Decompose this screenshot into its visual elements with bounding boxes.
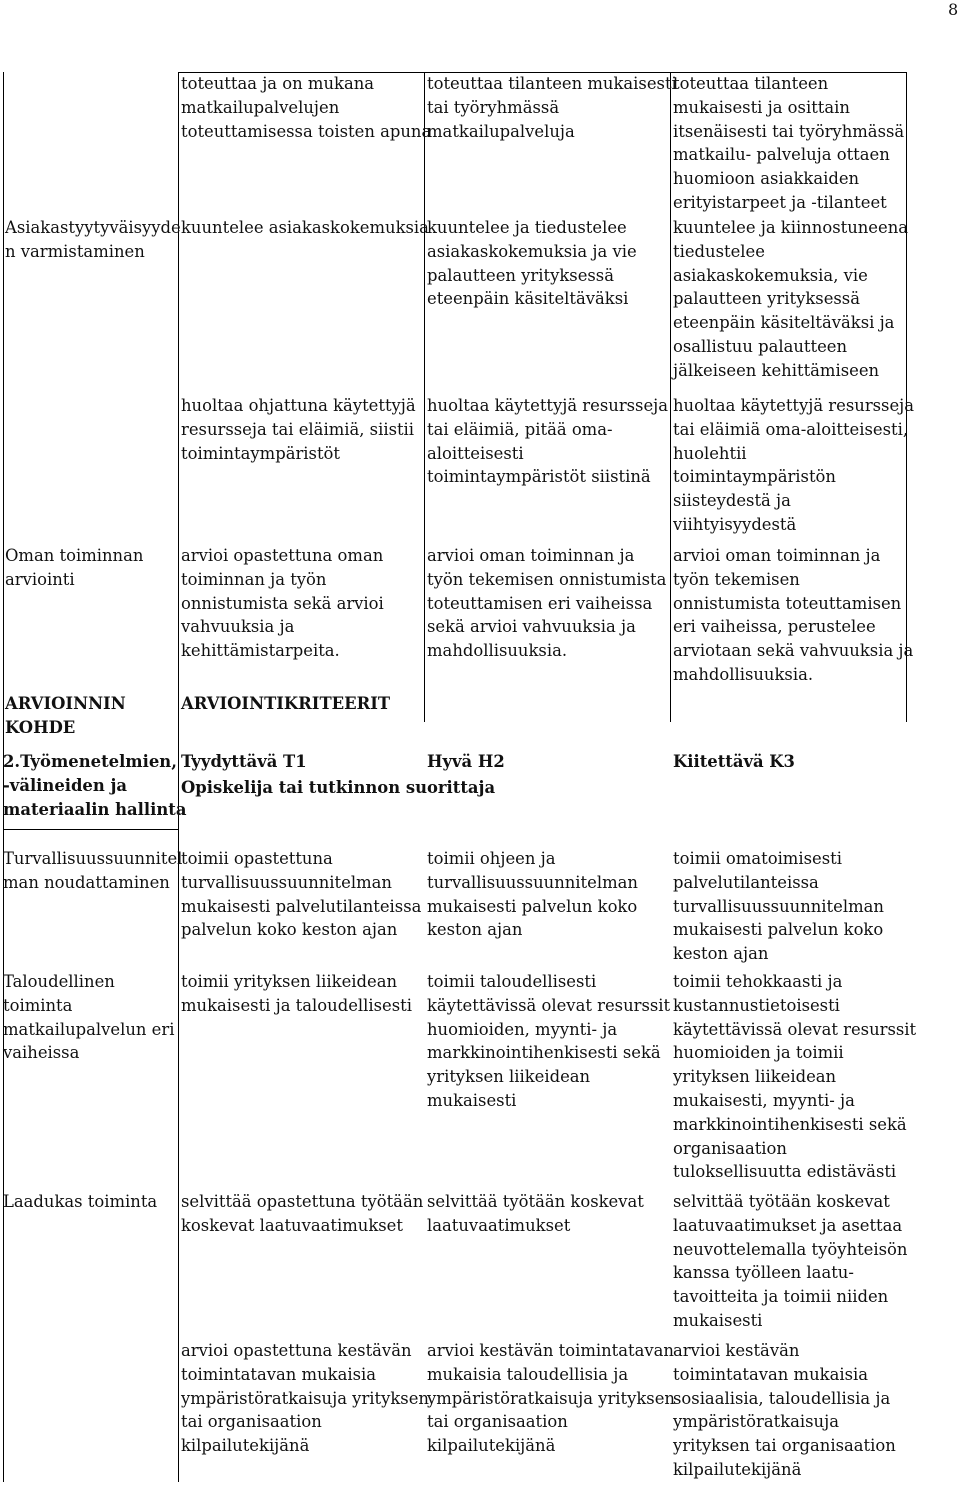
row-label-safety: Turvallisuussuunnitel man noudattaminen xyxy=(3,849,183,892)
cell-h2-economy: toimii taloudellisesti käytettävissä olevat resurssit huomioiden, myynti- ja markkinointihenkisesti sekä yrityksen liikeidean mukaisesti xyxy=(427,972,671,1110)
cell-t1-quality: selvittää opastettuna työtään koskevat laatuvaatimukset xyxy=(181,1192,424,1235)
cell-t1-resources: huoltaa ohjattuna käytettyjä resursseja tai eläimiä, siistii toimintaympäristöt xyxy=(181,396,416,463)
header-cell-k3: toteuttaa tilanteen mukaisesti ja osittain itsenäisesti tai työryhmässä matkailu- palveluja ottaen huomioon asiakkaiden erityistarpeet ja -tilanteet xyxy=(673,74,905,212)
cell-k3-sustainability: arvioi kestävän toimintatavan mukaisia sosiaalisia, taloudellisia ja ympäristöratkaisuja yrityksen tai organisaation kilpailutekijänä xyxy=(673,1341,896,1479)
cell-h2-resources: huoltaa käytettyjä resursseja tai eläimiä, pitää oma- aloitteisesti toimintaympäristöt siistinä xyxy=(427,396,669,487)
grade-k3-heading: Kiitettävä K3 xyxy=(673,752,795,771)
cell-h2-self-assessment: arvioi oman toiminnan ja työn tekemisen onnistumista toteuttamisen eri vaiheissa sekä arvioi vahvuuksia ja mahdollisuuksia. xyxy=(427,546,667,661)
cell-h2-quality: selvittää työtään koskevat laatuvaatimukset xyxy=(427,1192,644,1235)
row-label-customer-satisfaction: Asiakastyytyväisyyde n varmistaminen xyxy=(5,218,181,261)
row-label-self-assessment: Oman toiminnan arviointi xyxy=(5,546,144,589)
cell-k3-quality: selvittää työtään koskevat laatuvaatimukset ja asettaa neuvottelemalla työyhteisön kanssa työlleen laatu- tavoitteita ja toimii niiden mukaisesti xyxy=(673,1192,908,1330)
cell-t1-economy: toimii yrityksen liikeidean mukaisesti ja taloudellisesti xyxy=(181,972,412,1015)
cell-h2-sustainability: arvioi kestävän toimintatavan mukaisia taloudellisia ja ympäristöratkaisuja yrityksen tai organisaation kilpailutekijänä xyxy=(427,1341,675,1456)
cell-t1-customer-satisfaction: kuuntelee asiakaskokemuksia xyxy=(181,218,429,237)
header-cell-t1: toteuttaa ja on mukana matkailupalvelujen toteuttamisessa toisten apuna xyxy=(181,74,432,141)
cell-t1-safety: toimii opastettuna turvallisuussuunnitelman mukaisesti palvelutilanteissa palvelun koko keston ajan xyxy=(181,849,422,940)
cell-h2-safety: toimii ohjeen ja turvallisuussuunnitelman mukaisesti palvelun koko keston ajan xyxy=(427,849,638,940)
cell-k3-economy: toimii tehokkaasti ja kustannustietoisesti käytettävissä olevat resurssit huomioiden ja toimii yrityksen liikeidean mukaisesti, myynti- ja markkinointihenkisesti sekä organisaation tuloksellisuutta edistävästi xyxy=(673,972,917,1182)
cell-k3-safety: toimii omatoimisesti palvelutilanteissa turvallisuussuunnitelman mukaisesti palvelun koko keston ajan xyxy=(673,849,884,964)
cell-t1-self-assessment: arvioi opastettuna oman toiminnan ja työn onnistumista sekä arvioi vahvuuksia ja kehittämistarpeita. xyxy=(181,546,384,661)
row-label-economy: Taloudellinen toiminta matkailupalvelun eri vaiheissa xyxy=(3,972,175,1063)
assessment-criteria-heading: ARVIOINTIKRITEERIT xyxy=(181,694,391,713)
cell-k3-resources: huoltaa käytettyjä resursseja tai eläimiä oma-aloitteisesti, huolehtii toimintaympäristön siisteydestä ja viihtyisyydestä xyxy=(673,396,915,534)
grade-t1-heading: Tyydyttävä T1 xyxy=(181,752,307,771)
column-divider-2 xyxy=(424,72,425,722)
performer-heading: Opiskelija tai tutkinnon suorittaja xyxy=(181,778,496,797)
cell-k3-self-assessment: arvioi oman toiminnan ja työn tekemisen onnistumista toteuttamisen eri vaiheissa, perustelee arviotaan sekä vahvuuksia ja mahdollisuuksia. xyxy=(673,546,914,684)
cell-h2-customer-satisfaction: kuuntelee ja tiedustelee asiakaskokemuksia ja vie palautteen yrityksessä eteenpäin käsiteltäväksi xyxy=(427,218,637,309)
competence-area-heading: 2.Työmenetelmien, -välineiden ja materiaalin hallinta xyxy=(3,752,187,819)
grade-h2-heading: Hyvä H2 xyxy=(427,752,505,771)
cell-k3-customer-satisfaction: kuuntelee ja kiinnostuneena tiedustelee asiakaskokemuksia, vie palautteen yrityksessä eteenpäin käsiteltäväksi ja osallistuu palautteen jälkeiseen kehittämiseen xyxy=(673,218,909,380)
header-cell-h2: toteuttaa tilanteen mukaisesti tai työryhmässä matkailupalveluja xyxy=(427,74,677,141)
section-divider xyxy=(3,829,179,830)
assessment-target-heading: ARVIOINNIN KOHDE xyxy=(5,694,126,737)
page-number: 8 xyxy=(948,0,959,19)
cell-t1-sustainability: arvioi opastettuna kestävän toimintatavan mukaisia ympäristöratkaisuja yrityksen tai organisaation kilpailutekijänä xyxy=(181,1341,429,1456)
row-label-quality: Laadukas toiminta xyxy=(3,1192,158,1211)
column-divider-3 xyxy=(670,72,671,722)
